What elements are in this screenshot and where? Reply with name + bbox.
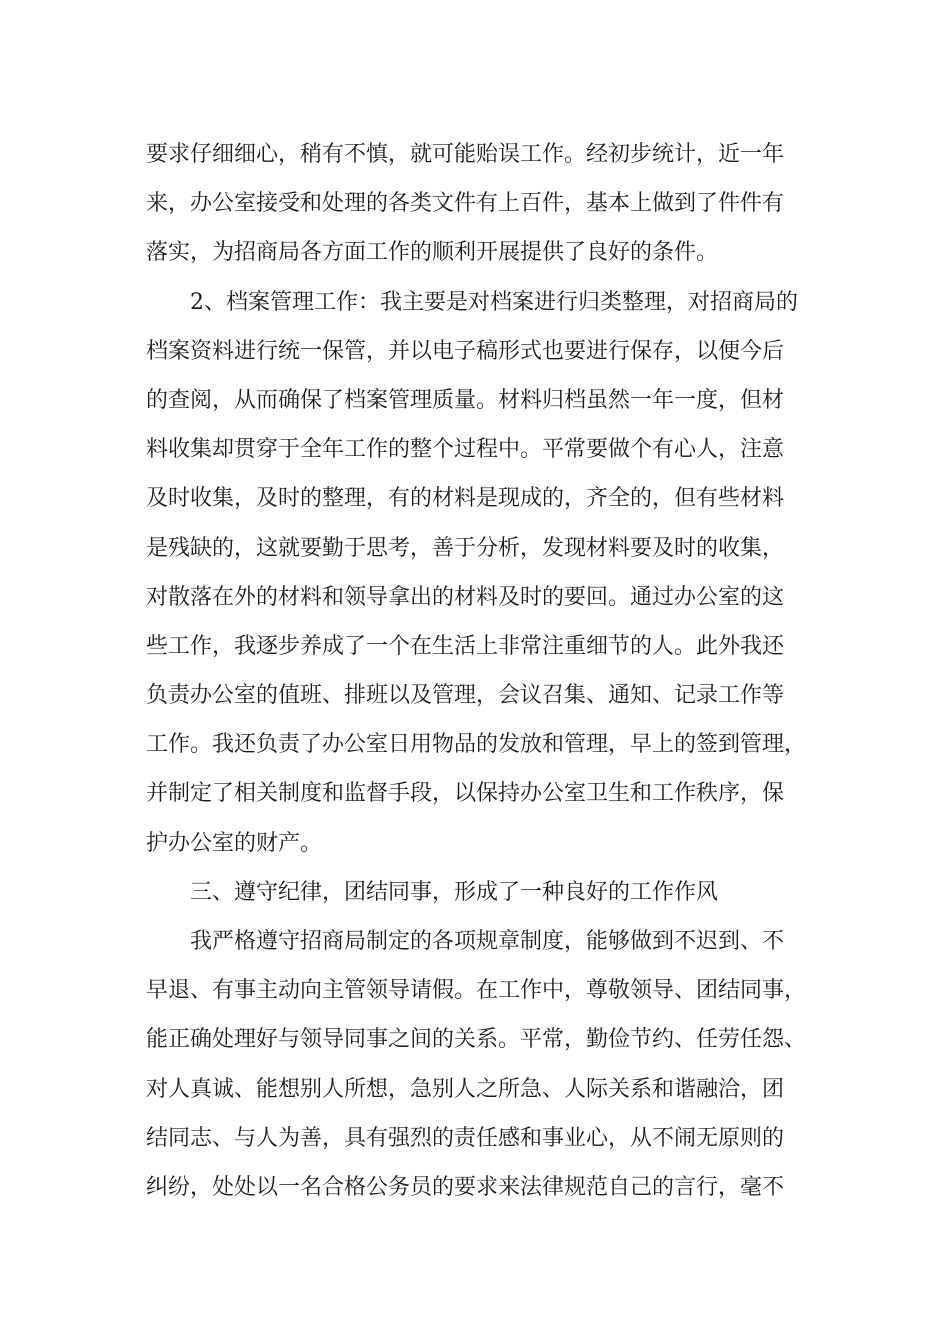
text-line: 是残缺的，这就要勤于思考，善于分析，发现材料要及时的收集， — [146, 535, 785, 561]
text-line: 并制定了相关制度和监督手段，以保持办公室卫生和工作秩序，保 — [146, 781, 785, 807]
text-line: 要求仔细细心，稍有不慎，就可能贻误工作。经初步统计，近一年 — [146, 142, 785, 167]
text-line: 及时收集，及时的整理，有的材料是现成的，齐全的，但有些材料 — [146, 486, 785, 512]
text-line: 结同志、与人为善，具有强烈的责任感和事业心，从不闹无原则的 — [146, 1125, 785, 1151]
text-line: 些工作，我逐步养成了一个在生活上非常注重细节的人。此外我还 — [146, 633, 785, 659]
text-line: 负责办公室的值班、排班以及管理，会议召集、通知、记录工作等 — [146, 683, 785, 709]
text-line: 对散落在外的材料和领导拿出的材料及时的要回。通过办公室的这 — [146, 584, 785, 610]
text-line: 来，办公室接受和处理的各类文件有上百件，基本上做到了件件有 — [146, 191, 785, 217]
text-line: 2、档案管理工作：我主要是对档案进行归类整理，对招商局的 — [190, 289, 798, 315]
text-line: 纠纷，处处以一名合格公务员的要求来法律规范自己的言行，毫不 — [146, 1174, 785, 1200]
text-line: 我严格遵守招商局制定的各项规章制度，能够做到不迟到、不 — [190, 929, 785, 954]
text-line: 落实，为招商局各方面工作的顺利开展提供了良好的条件。 — [146, 240, 719, 266]
text-line: 档案资料进行统一保管，并以电子稿形式也要进行保存，以便今后 — [146, 338, 785, 364]
text-line: 能正确处理好与领导同事之间的关系。平常，勤俭节约、任劳任怨、 — [146, 1027, 807, 1053]
text-line: 料收集却贯穿于全年工作的整个过程中。平常要做个有心人，注意 — [146, 437, 785, 463]
text-line: 工作。我还负责了办公室日用物品的发放和管理，早上的签到管理， — [146, 732, 807, 758]
text-line: 对人真诚、能想别人所想，急别人之所急、人际关系和谐融洽，团 — [146, 1076, 785, 1102]
text-line: 的查阅，从而确保了档案管理质量。材料归档虽然一年一度，但材 — [146, 387, 785, 413]
body-text — [146, 130, 816, 1212]
section-heading: 三、遵守纪律，团结同事，形成了一种良好的工作作风 — [190, 879, 719, 905]
text-line: 护办公室的财产。 — [146, 830, 323, 856]
text-line: 早退、有事主动向主管领导请假。在工作中，尊敬领导、团结同事， — [146, 978, 807, 1004]
